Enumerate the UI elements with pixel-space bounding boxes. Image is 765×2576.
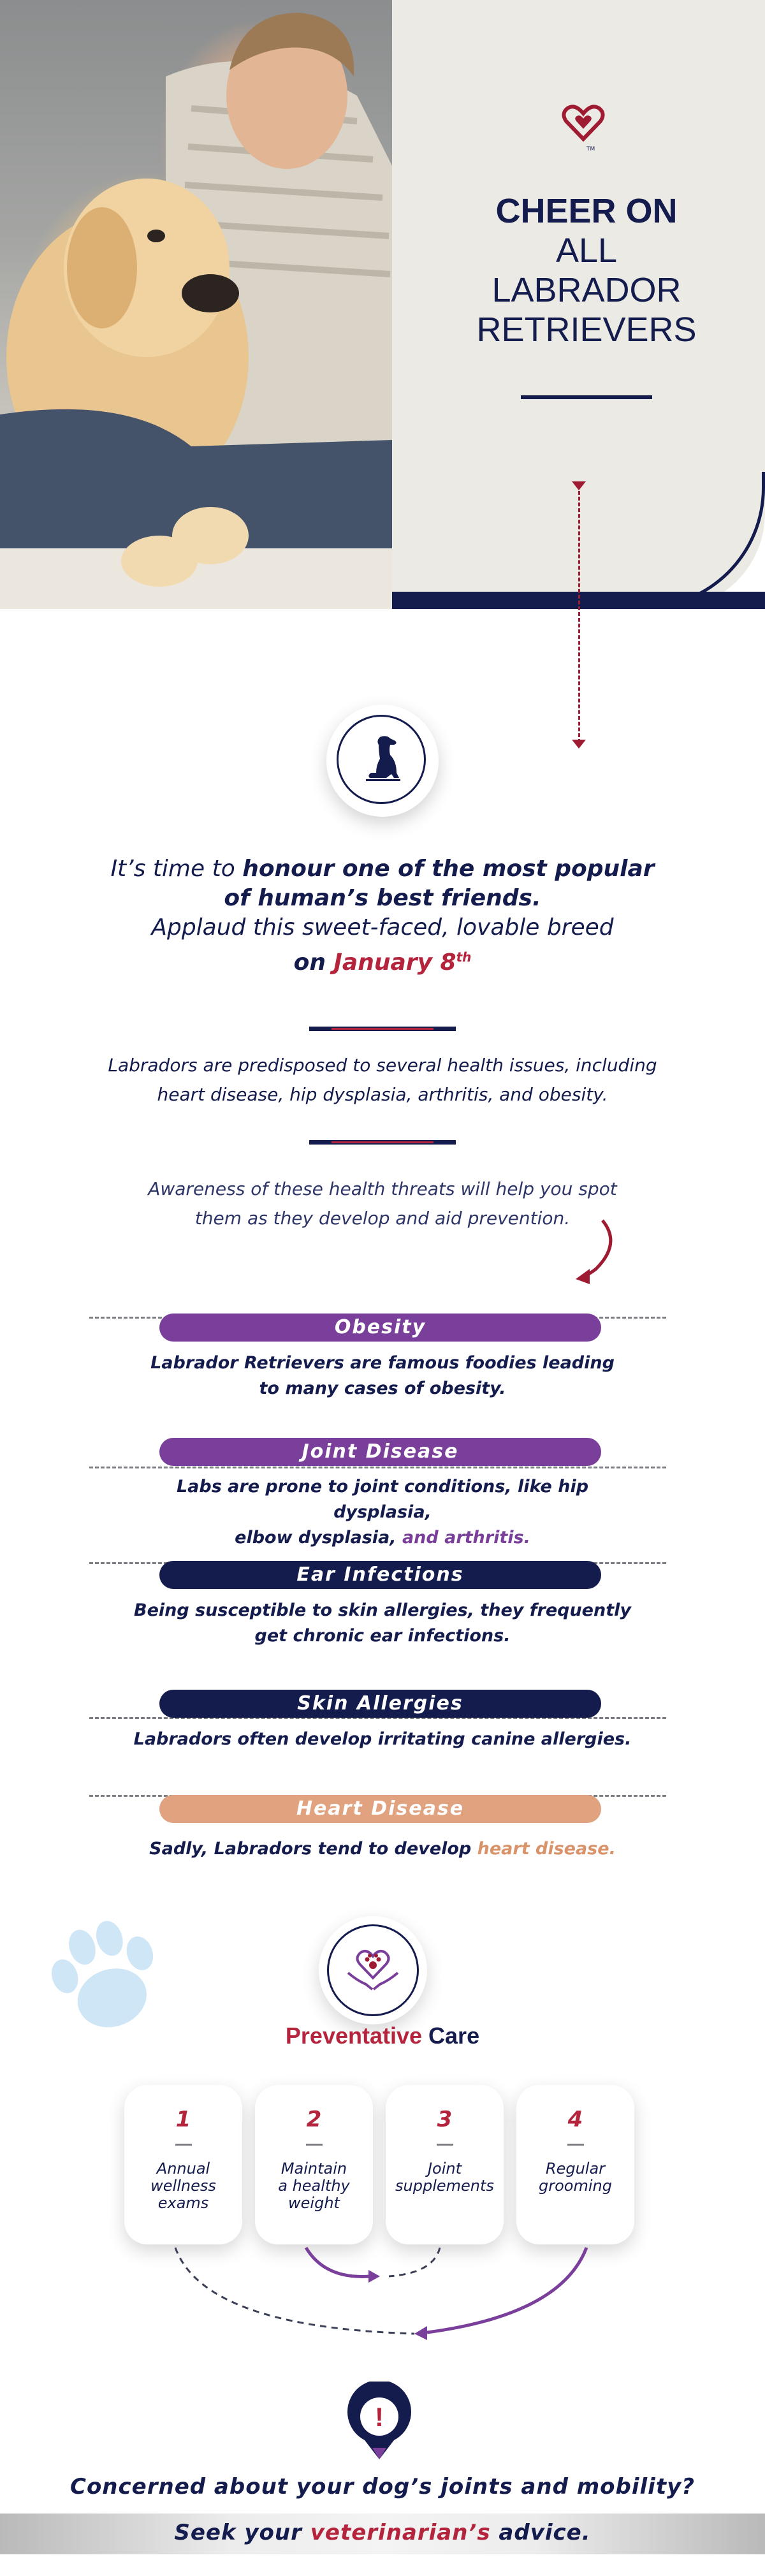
heart-disease-text xyxy=(127,1836,638,1862)
sitting-dog-icon xyxy=(361,733,405,784)
obesity-text xyxy=(127,1350,638,1401)
hero-title-line2: ALL xyxy=(555,231,618,270)
curved-arrow-icon xyxy=(571,1218,622,1288)
concern-text: Concerned about your dog’s joints and mobility? xyxy=(70,2474,695,2499)
ear-infections-text xyxy=(127,1598,638,1649)
care-step-line: exams xyxy=(157,2194,209,2212)
intro-line1-bold: honour one of the most popular xyxy=(242,856,655,882)
hero-photo-man-with-labrador xyxy=(0,0,392,609)
care-step-line: weight xyxy=(288,2194,340,2212)
heart-logo-icon xyxy=(561,102,606,153)
joint-line2-highlight: and arthritis. xyxy=(402,1528,530,1548)
joint-line1: Labs are prone to joint conditions, like hip dysplasia, xyxy=(176,1477,589,1522)
care-step-number: 1 xyxy=(175,2107,191,2132)
intro-date: January 8 xyxy=(333,949,456,976)
para2-line2: them as they develop and aid prevention. xyxy=(194,1208,571,1229)
dashed-connector xyxy=(578,491,580,743)
care-step-label xyxy=(523,2160,628,2195)
care-step-line: wellness xyxy=(150,2177,216,2195)
care-step-number: 2 xyxy=(306,2107,322,2132)
para1-line1: Labradors are predisposed to several health issues, including xyxy=(108,1055,657,1076)
care-title-red: Preventative xyxy=(285,2023,423,2049)
care-step-rule xyxy=(437,2144,453,2146)
care-step-rule xyxy=(306,2144,323,2146)
care-step-line: Annual xyxy=(156,2160,210,2177)
advice-pre: Seek your xyxy=(174,2520,310,2545)
health-issues-paragraph xyxy=(64,1051,701,1109)
intro-date-suffix: th xyxy=(456,949,472,965)
hero-title-underline xyxy=(521,395,652,399)
heart-line1-pre: Sadly, Labradors tend to develop xyxy=(149,1839,477,1859)
hero-title xyxy=(408,191,765,349)
care-title xyxy=(0,2023,765,2049)
section-divider-accent xyxy=(332,1028,433,1030)
paw-print-icon xyxy=(45,1913,166,2040)
care-step-line: a healthy xyxy=(278,2177,350,2195)
care-step-rule xyxy=(567,2144,584,2146)
alert-pin-icon xyxy=(344,2382,414,2464)
obesity-pill: Obesity xyxy=(159,1314,601,1342)
heart-line1-highlight: heart disease. xyxy=(477,1839,616,1859)
hero-title-line1: CHEER ON xyxy=(495,192,678,230)
advice-post: advice. xyxy=(490,2520,591,2545)
alert-glyph: ! xyxy=(375,2402,384,2432)
obesity-line1: Labrador Retrievers are famous foodies leading xyxy=(150,1353,615,1373)
care-step-line: grooming xyxy=(539,2177,612,2195)
arrow-head-icon xyxy=(572,481,586,490)
arrow-head-icon xyxy=(572,740,586,749)
ear-line2: get chronic ear infections. xyxy=(254,1626,511,1646)
care-step-label xyxy=(392,2160,497,2195)
joint-disease-text xyxy=(127,1474,638,1551)
intro-line4-pre: on xyxy=(293,949,334,976)
intro-line3: Applaud this sweet-faced, lovable breed xyxy=(151,914,614,940)
care-step-number: 3 xyxy=(437,2107,453,2132)
logo-tm: TM xyxy=(586,146,595,152)
care-step-line: supplements xyxy=(395,2177,494,2195)
skin-allergies-pill: Skin Allergies xyxy=(159,1690,601,1718)
care-step-label xyxy=(131,2160,236,2212)
care-step-line: Regular xyxy=(545,2160,606,2177)
para1-line2: heart disease, hip dysplasia, arthritis, and obesity. xyxy=(157,1084,608,1105)
care-step-line: Joint xyxy=(427,2160,462,2177)
hero-title-line3: LABRADOR xyxy=(492,271,681,309)
heart-disease-pill: Heart Disease xyxy=(159,1795,601,1823)
hero-illustration xyxy=(0,0,392,609)
advice-highlight: veterinarian’s xyxy=(310,2520,491,2545)
care-step-label xyxy=(261,2160,367,2212)
hands-heart-paw-icon xyxy=(344,1938,402,1999)
care-step-number: 4 xyxy=(567,2107,583,2132)
care-step-line: Maintain xyxy=(280,2160,347,2177)
obesity-line2: to many cases of obesity. xyxy=(259,1379,506,1398)
skin-allergies-text xyxy=(127,1727,638,1752)
intro-text xyxy=(64,854,701,977)
care-flow-connectors xyxy=(0,2219,765,2353)
hero-curve-accent xyxy=(644,472,765,609)
para2-line1: Awareness of these health threats will help you spot xyxy=(148,1178,617,1199)
dashed-separator xyxy=(89,1467,666,1468)
joint-disease-pill: Joint Disease xyxy=(159,1438,601,1466)
joint-line2-pre: elbow dysplasia, xyxy=(235,1528,402,1548)
care-title-blue: Care xyxy=(422,2023,480,2049)
section-divider-accent xyxy=(332,1141,433,1143)
ear-line1: Being susceptible to skin allergies, they frequently xyxy=(134,1600,631,1620)
intro-line2-bold: of human’s best friends. xyxy=(224,885,541,911)
ear-infections-pill: Ear Infections xyxy=(159,1561,601,1589)
intro-line1-pre: It’s time to xyxy=(110,856,243,882)
skin-line1: Labradors often develop irritating canine allergies. xyxy=(133,1729,632,1749)
care-step-rule xyxy=(175,2144,192,2146)
hero-title-line4: RETRIEVERS xyxy=(476,311,697,349)
advice-text xyxy=(0,2520,765,2545)
